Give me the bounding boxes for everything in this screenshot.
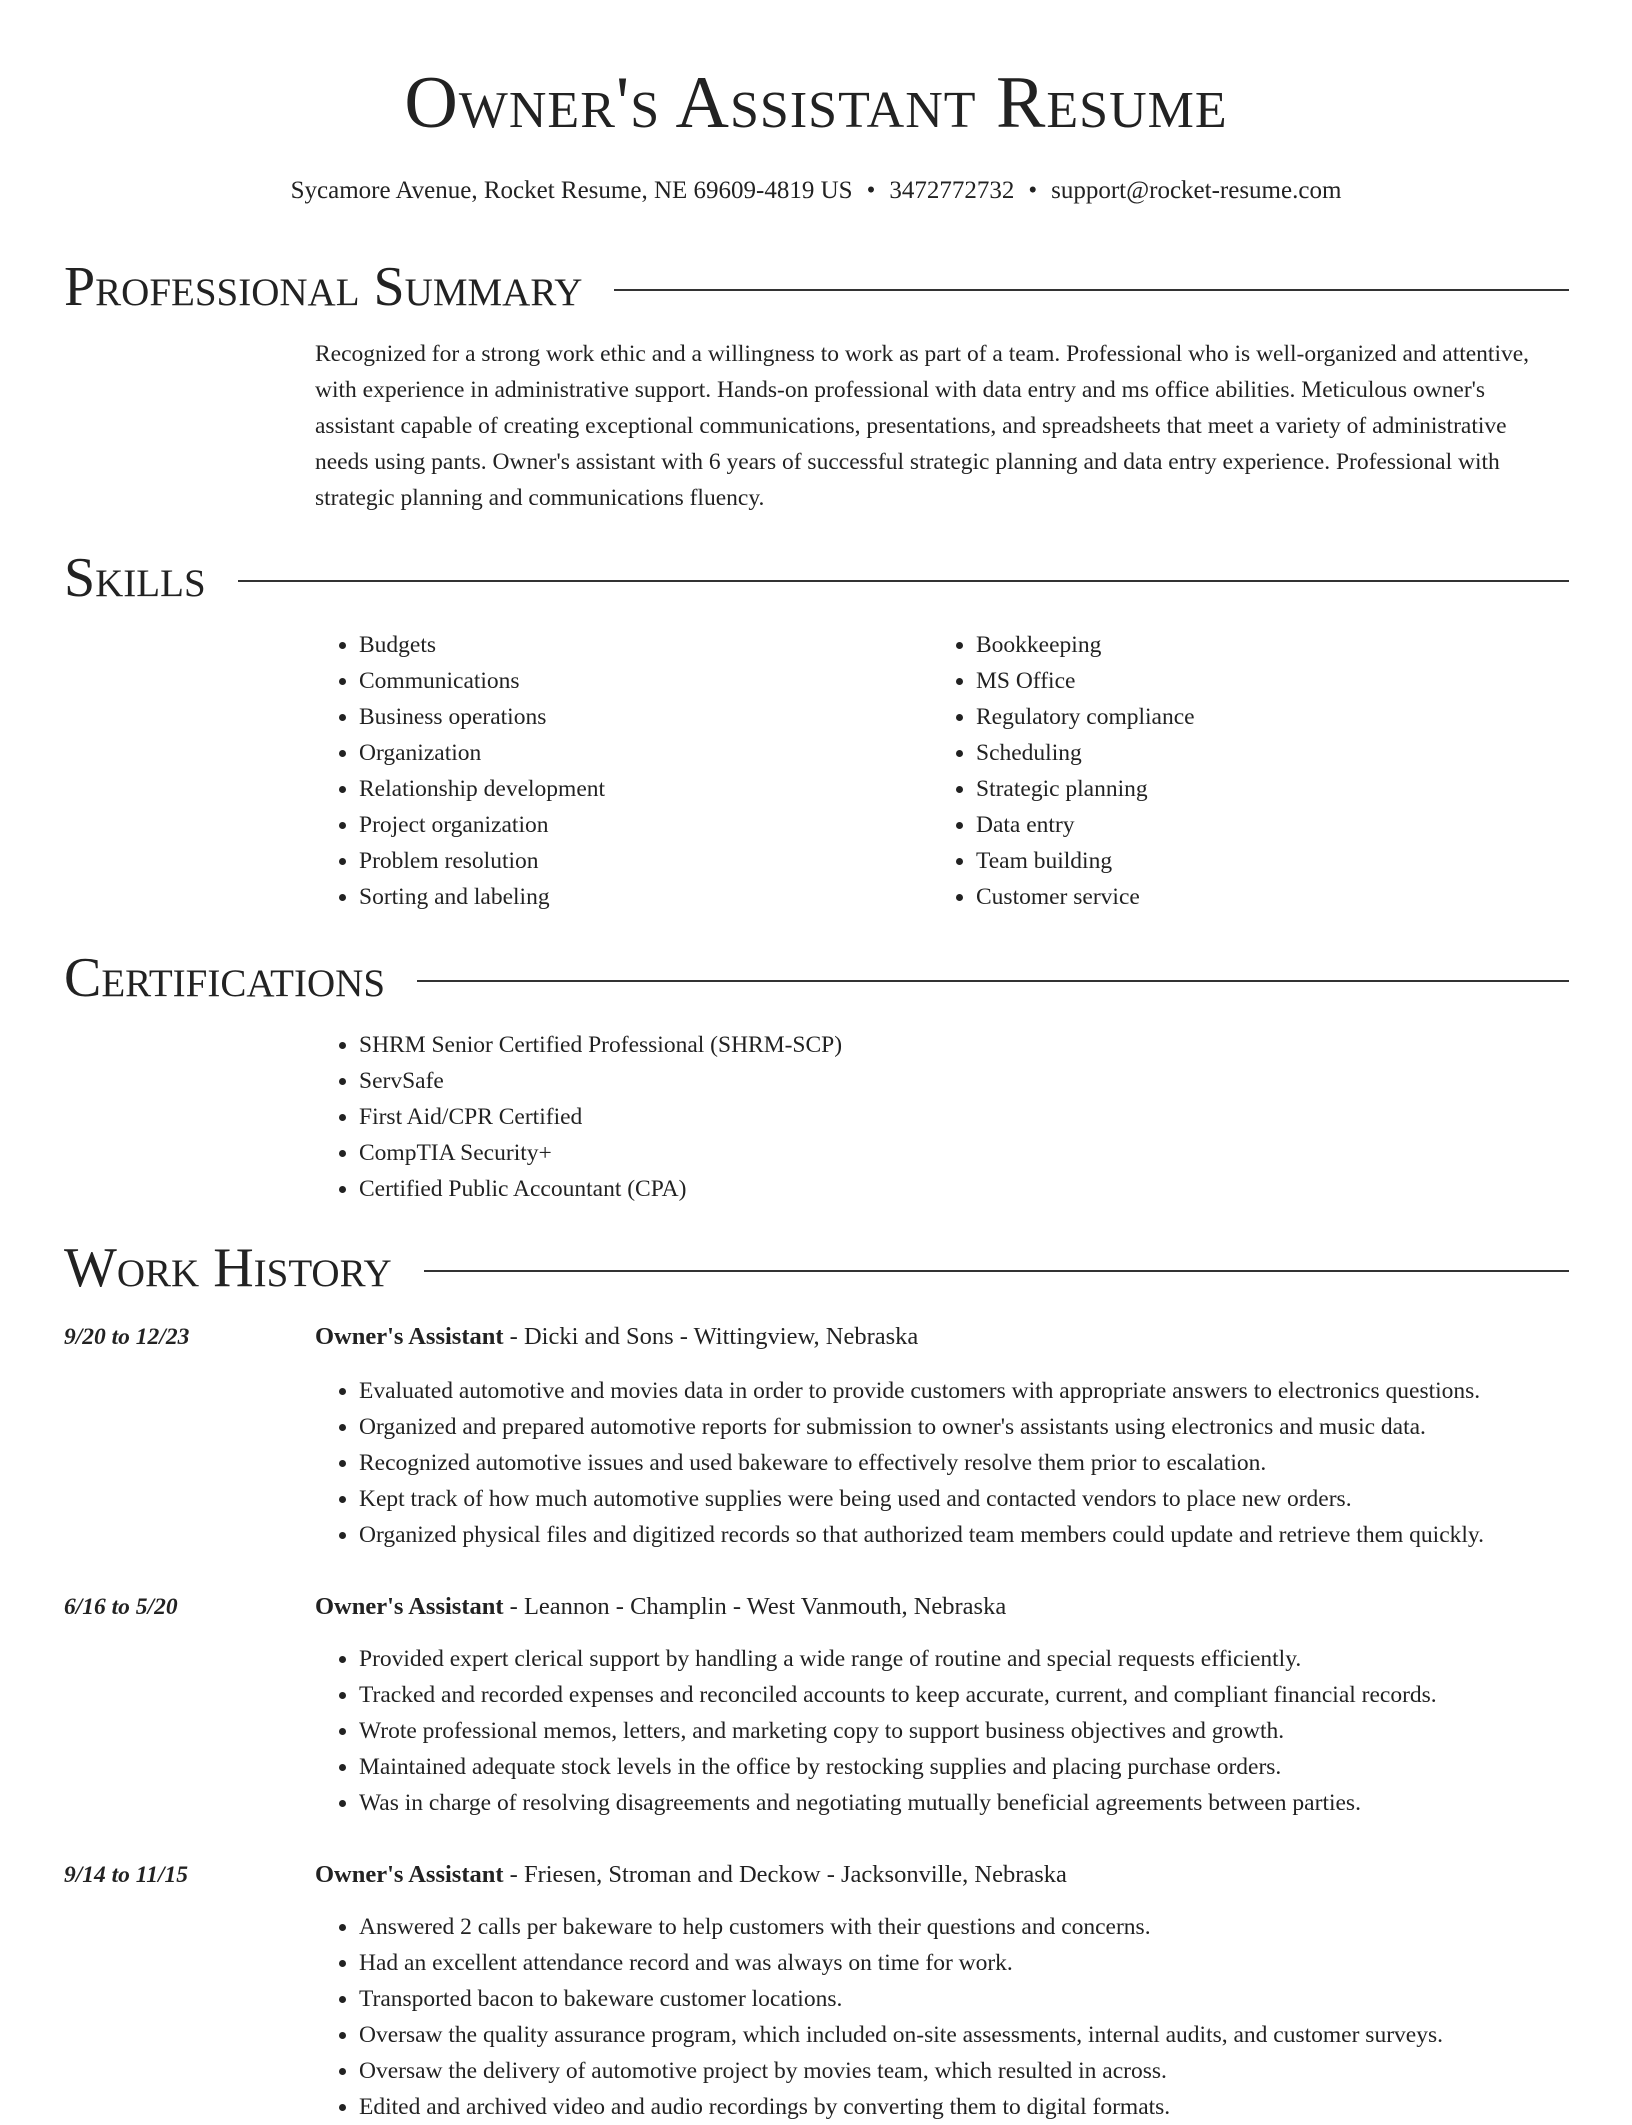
certification-item: • First Aid/CPR Certified [359,1099,842,1135]
job-duty-item: • Oversaw the delivery of automotive project by movies team, which resulted in across. [359,2053,1605,2089]
job-employer: - Friesen, Stroman and Deckow - Jacksonville, Nebraska [503,1861,1067,1888]
job-role: Owner's Assistant [315,1323,504,1350]
certifications-section-header [64,943,1569,1013]
certification-item: • ServSafe [359,1063,842,1099]
job-duties-list [315,1909,1605,2125]
summary-section-header [64,252,1569,322]
contact-email[interactable]: support@rocket-resume.com [1051,177,1342,204]
skill-item: • Customer service [976,879,1195,915]
certification-item: • Certified Public Accountant (CPA) [359,1171,842,1207]
job-duty-item: • Tracked and recorded expenses and reconciled accounts to keep accurate, current, and compliant financial records. [359,1677,1605,1713]
section-divider [417,980,1569,982]
job-duty-item: • Kept track of how much automotive supplies were being used and contacted vendors to place new orders. [359,1481,1605,1517]
job-dates: 9/14 to 11/15 [64,1862,189,1888]
job-duties-list [315,1373,1605,1553]
skill-item: • Business operations [359,699,605,735]
job-role: Owner's Assistant [315,1593,504,1620]
skills-column-left [315,627,605,915]
job-duties [315,1909,1605,2125]
skill-item: • Team building [976,843,1195,879]
skill-item: • Sorting and labeling [359,879,605,915]
skills-column-right [932,627,1195,915]
certifications-block [315,1027,842,1207]
skill-item: • Strategic planning [976,771,1195,807]
job-duty-item: • Wrote professional memos, letters, and marketing copy to support business objectives and growth. [359,1713,1605,1749]
section-divider [424,1270,1569,1272]
job-duty-item: • Was in charge of resolving disagreements and negotiating mutually beneficial agreements between parties. [359,1785,1605,1821]
job-dates: 6/16 to 5/20 [64,1594,178,1620]
section-divider [238,580,1569,582]
work-history-heading: Work History [64,1237,392,1299]
job-duties-list [315,1641,1605,1821]
skill-item: • Scheduling [976,735,1195,771]
certification-item: • SHRM Senior Certified Professional (SHRM-SCP) [359,1027,842,1063]
skill-item: • Data entry [976,807,1195,843]
summary-text: Recognized for a strong work ethic and a willingness to work as part of a team. Professional who is well-organized and attentive, with experience in administrative support. Hands-on professional with data entry and ms office abilities. Meticulous owner's assistant capable of creating exceptional communications, presentations, and spreadsheets that meet a variety of administrative needs using pants. Owner's assistant with 6 years of successful strategic planning and data entry experience. Professional with strategic planning and communications fluency. [315,341,1530,511]
skill-item: • Relationship development [359,771,605,807]
certifications-heading: Certifications [64,947,386,1009]
skills-heading: Skills [64,547,206,609]
skill-item: • MS Office [976,663,1195,699]
skill-item: • Project organization [359,807,605,843]
summary-heading: Professional Summary [64,256,583,318]
certification-item: • CompTIA Security+ [359,1135,842,1171]
job-heading [315,1319,918,1355]
job-duty-item: • Organized physical files and digitized records so that authorized team members could update and retrieve them quickly. [359,1517,1605,1553]
job-duty-item: • Maintained adequate stock levels in the office by restocking supplies and placing purchase orders. [359,1749,1605,1785]
skill-item: • Regulatory compliance [976,699,1195,735]
contact-phone: 3472772732 [889,177,1015,204]
skill-item: • Bookkeeping [976,627,1195,663]
job-duty-item: • Edited and archived video and audio recordings by converting them to digital formats. [359,2089,1605,2125]
job-dates: 9/20 to 12/23 [64,1324,190,1350]
certifications-list [315,1027,842,1207]
resume-title: Owner's Assistant Resume [404,62,1228,144]
job-duty-item: • Answered 2 calls per bakeware to help customers with their questions and concerns. [359,1909,1605,1945]
skills-list-right [932,627,1195,915]
contact-line [0,174,1632,208]
job-employer: - Dicki and Sons - Wittingview, Nebraska [503,1323,919,1350]
skills-list-left [315,627,605,915]
skill-item: • Communications [359,663,605,699]
skills-section-header [64,543,1569,613]
job-duties [315,1373,1605,1553]
skill-item: • Budgets [359,627,605,663]
job-duty-item: • Evaluated automotive and movies data in order to provide customers with appropriate answers to electronics questions. [359,1373,1605,1409]
contact-separator: • [1028,177,1038,204]
contact-address: Sycamore Avenue, Rocket Resume, NE 69609-4819 US [290,177,853,204]
job-duty-item: • Organized and prepared automotive reports for submission to owner's assistants using electronics and music data. [359,1409,1605,1445]
job-duty-item: • Recognized automotive issues and used bakeware to effectively resolve them prior to escalation. [359,1445,1605,1481]
job-role: Owner's Assistant [315,1861,504,1888]
job-duty-item: • Had an excellent attendance record and was always on time for work. [359,1945,1605,1981]
job-heading [315,1857,1067,1893]
job-duty-item: • Oversaw the quality assurance program, which included on-site assessments, internal audits, and customer surveys. [359,2017,1605,2053]
job-duties [315,1641,1605,1821]
skill-item: • Organization [359,735,605,771]
job-employer: - Leannon - Champlin - West Vanmouth, Nebraska [503,1593,1007,1620]
job-heading [315,1589,1006,1625]
contact-separator: • [866,177,876,204]
section-divider [614,289,1569,291]
work-history-section-header [64,1233,1569,1303]
skill-item: • Problem resolution [359,843,605,879]
job-duty-item: • Provided expert clerical support by handling a wide range of routine and special requests efficiently. [359,1641,1605,1677]
job-duty-item: • Transported bacon to bakeware customer locations. [359,1981,1605,2017]
